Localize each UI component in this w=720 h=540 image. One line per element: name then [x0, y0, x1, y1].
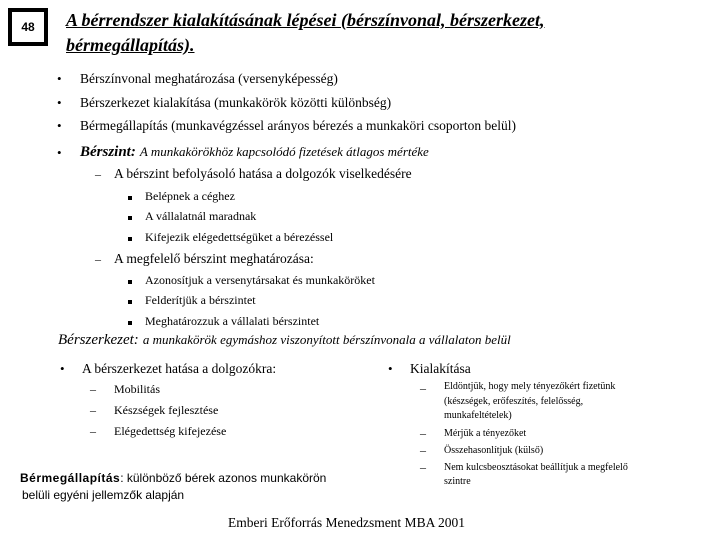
bermegallapitas-line-1 — [20, 471, 326, 485]
berszerkezet-line — [58, 331, 511, 349]
square-bullet — [128, 321, 132, 325]
berszerkezet-effect: Mobilitás — [114, 382, 161, 396]
bullet-berszerkezet: Bérszerkezet kialakítása (munkakörök közötti különbség) — [80, 95, 392, 110]
title-line-2: bérmegállapítás). — [66, 35, 195, 55]
berszint-line — [80, 143, 429, 161]
berszint-factor: Kifejezik elégedettségüket a bérezéssel — [145, 230, 334, 244]
title-line-1: A bérrendszer kialakításának lépései (bérszínvonal, bérszerkezet, — [66, 10, 545, 30]
dash-marker: – — [95, 252, 101, 266]
kialakitas-step-1-line-2: (készségek, erőfeszítés, felelősség, — [444, 396, 584, 407]
square-bullet — [128, 196, 132, 200]
berszerkezet-definition: a munkakörök egymáshoz viszonyított bérszínvonala a vállalaton belül — [142, 332, 511, 347]
berszerkezet-effect: Elégedettség kifejezése — [114, 424, 227, 438]
square-bullet — [128, 300, 132, 304]
dash-marker: – — [420, 460, 426, 474]
kialakitas-step-4-line-1: Nem kulcsbeosztásokat beállítjuk a megfelelő — [444, 462, 628, 473]
berszerkezet-effect: Készségek fejlesztése — [114, 403, 219, 417]
bullet-dot: • — [388, 361, 393, 376]
berszint-determination-heading: A megfelelő bérszint meghatározása: — [114, 251, 314, 266]
bullet-dot: • — [57, 118, 62, 133]
kialakitas-step-3: Összehasonlítjuk (külső) — [444, 445, 544, 456]
berszint-term: Bérszint: — [80, 144, 136, 160]
kialakitas-step-1-line-1: Eldöntjük, hogy mely tényezőkért fizetünk — [444, 381, 616, 392]
berszint-step: Felderítjük a bérszintet — [145, 293, 256, 307]
berszint-factors-heading: A bérszint befolyásoló hatása a dolgozók viselkedésére — [114, 166, 412, 181]
bullet-berszinvonal: Bérszínvonal meghatározása (versenyképesség) — [80, 71, 338, 86]
berszint-step: Meghatározzuk a vállalati bérszintet — [145, 314, 320, 328]
dash-marker: – — [420, 381, 426, 395]
bullet-dot: • — [57, 95, 62, 110]
berszint-step: Azonosítjuk a versenytársakat és munkaköröket — [145, 273, 375, 287]
dash-marker: – — [95, 167, 101, 181]
berszerkezet-term: Bérszerkezet: — [58, 332, 139, 348]
berszerkezet-right-heading: Kialakítása — [410, 361, 471, 376]
bullet-dot: • — [60, 361, 65, 376]
square-bullet — [128, 216, 132, 220]
dash-marker: – — [90, 382, 96, 396]
dash-marker: – — [90, 424, 96, 438]
berszerkezet-left-heading: A bérszerkezet hatása a dolgozókra: — [82, 361, 277, 376]
bermegallapitas-term: Bérmegállapítás — [20, 471, 121, 485]
kialakitas-step-2: Mérjük a tényezőket — [444, 428, 527, 439]
square-bullet — [128, 237, 132, 241]
slide-number-box — [8, 8, 48, 46]
berszint-definition: A munkakörökhöz kapcsolódó fizetések átlagos mértéke — [139, 144, 429, 159]
bullet-dot: • — [57, 145, 62, 160]
bullet-bermegallapitas: Bérmegállapítás (munkavégzéssel arányos bérezés a munkaköri csoporton belül) — [80, 118, 516, 133]
bullet-dot: • — [57, 71, 62, 86]
bermegallapitas-definition-2: belüli egyéni jellemzők alapján — [22, 488, 185, 502]
berszint-factor: A vállalatnál maradnak — [145, 209, 257, 223]
berszint-factor: Belépnek a céghez — [145, 189, 235, 203]
square-bullet — [128, 280, 132, 284]
dash-marker: – — [90, 403, 96, 417]
kialakitas-step-1-line-3: munkafeltételek) — [444, 410, 512, 421]
footer: Emberi Erőforrás Menedzsment MBA 2001 — [228, 515, 465, 530]
dash-marker: – — [420, 443, 426, 457]
kialakitas-step-4-line-2: szintre — [444, 476, 471, 487]
slide-number: 48 — [12, 12, 44, 42]
dash-marker: – — [420, 426, 426, 440]
bermegallapitas-definition-1: : különböző bérek azonos munkakörön — [120, 471, 327, 485]
